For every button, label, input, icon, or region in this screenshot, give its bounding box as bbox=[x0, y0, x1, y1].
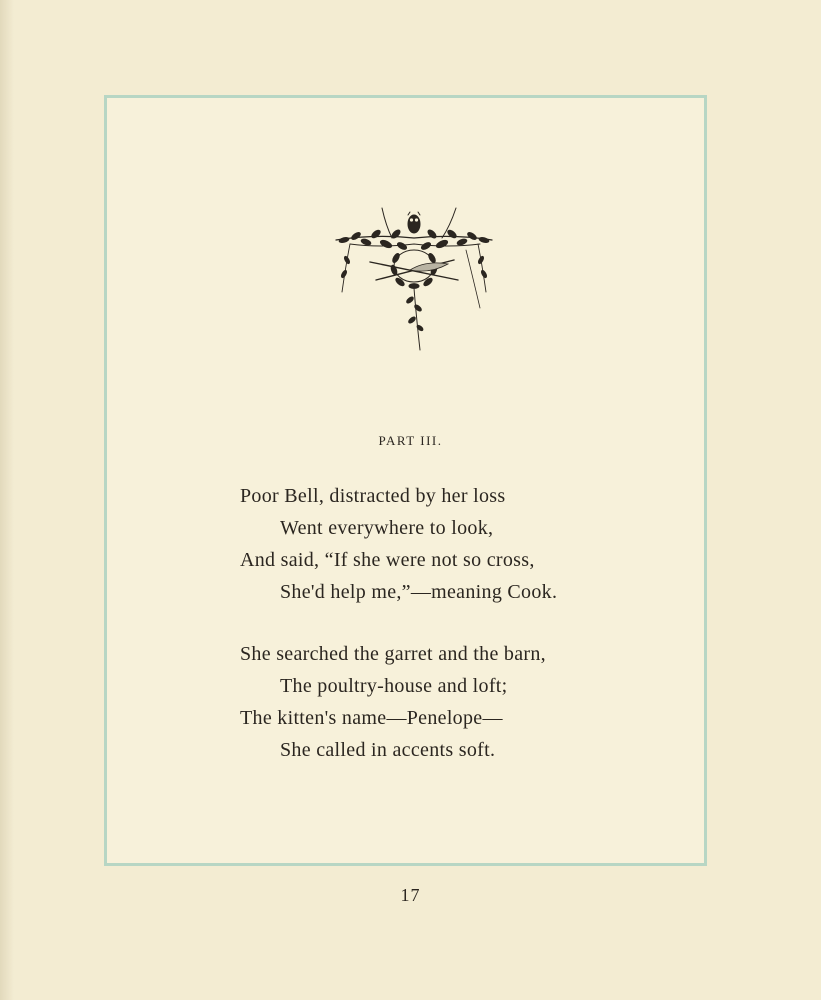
poem-line: Went everywhere to look, bbox=[280, 517, 494, 539]
page-gutter-shadow bbox=[0, 0, 14, 1000]
stanza-2 bbox=[240, 638, 546, 766]
owl-foliage-vignette-icon bbox=[330, 204, 498, 354]
poem-line: The poultry-house and loft; bbox=[280, 675, 508, 697]
part-heading: PART III. bbox=[378, 433, 443, 448]
poem-line: The kitten's name—Penelope— bbox=[240, 707, 503, 729]
page-number: 17 bbox=[400, 885, 421, 905]
poem-line: She'd help me,”—meaning Cook. bbox=[280, 581, 558, 603]
poem-line: She searched the garret and the barn, bbox=[240, 643, 546, 665]
poem-line: She called in accents soft. bbox=[280, 739, 496, 761]
poem-line: Poor Bell, distracted by her loss bbox=[240, 485, 506, 507]
poem-line: And said, “If she were not so cross, bbox=[240, 549, 535, 571]
stanza-1 bbox=[240, 480, 557, 608]
